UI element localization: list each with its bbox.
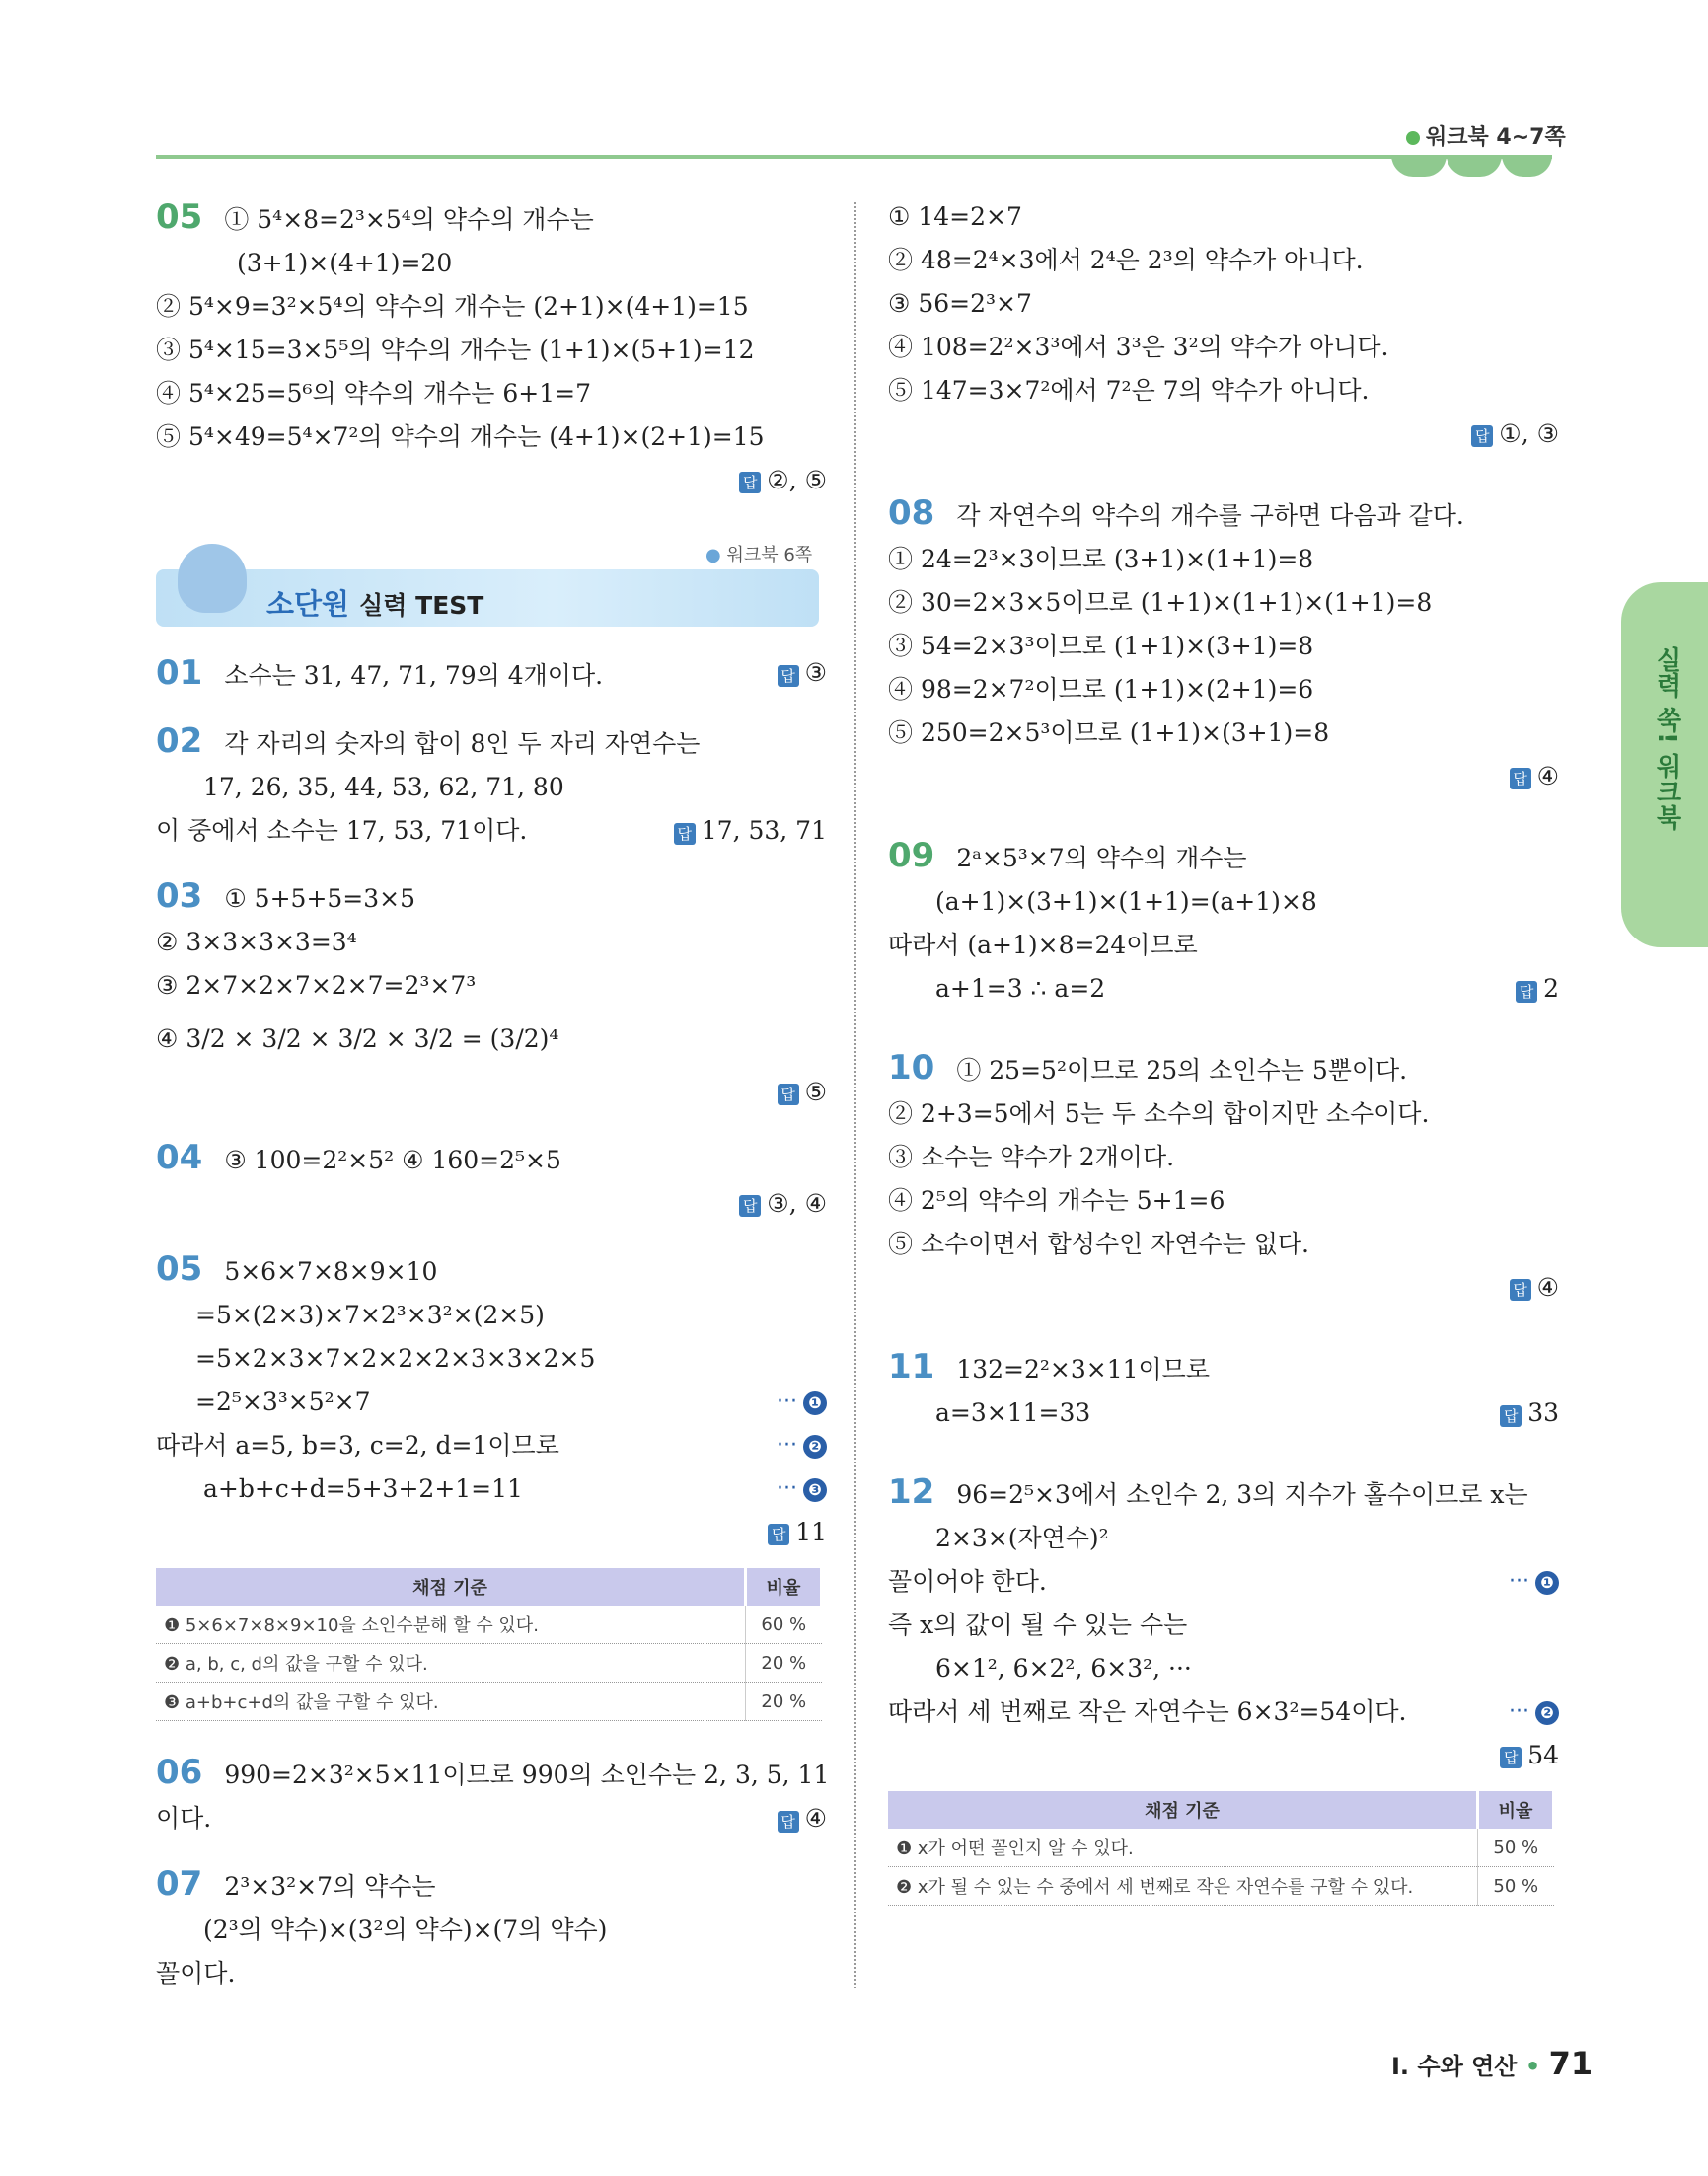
answer: 답 ①, ③ bbox=[888, 413, 1559, 456]
step-marker: ··· ❷ bbox=[777, 1424, 827, 1467]
right-column bbox=[888, 195, 1559, 1906]
grading-criteria-table: 채점 기준 비율 ❶ 5×6×7×8×9×10을 소인수분해 할 수 있다. 60 % ❷ a, b, c, d의 값을 구할 수 있다. 20 % ❸ a+b+c+d의 값을 구할 수 있다. 20 % bbox=[156, 1568, 823, 1721]
header-rule bbox=[156, 155, 1552, 159]
problem-04: 04 ③ 100=2²×5² ④ 160=2⁵×5 답 ③, ④ bbox=[156, 1136, 827, 1226]
problem-10: 10 ① 25=5²이므로 25의 소인수는 5뿐이다. ② 2+3=5에서 5는 두 소수의 합이지만 소수이다. ③ 소수는 약수가 2개이다. ④ 2⁵의 약수의 개수는 5+1=6 ⑤ 소수이면서 합성수인 자연수는 없다. 답 ④ bbox=[888, 1046, 1559, 1310]
problem-09: 09 2ᵃ×5³×7의 약수의 개수는 (a+1)×(3+1)×(1+1)=(a+1)×8 따라서 (a+1)×8=24이므로 a+1=3 ∴ a=2 답 2 bbox=[888, 834, 1559, 1011]
answer-mark-icon: 답 bbox=[768, 1524, 789, 1545]
answer-mark-icon: 답 bbox=[1510, 768, 1531, 789]
answer: 답 17, 53, 71 bbox=[674, 809, 827, 853]
problem-07: 07 2³×3²×7의 약수는 (2³의 약수)×(3²의 약수)×(7의 약수) 꼴이다. bbox=[156, 1864, 608, 1988]
table-row: ❶ 5×6×7×8×9×10을 소인수분해 할 수 있다. 60 % bbox=[156, 1606, 822, 1644]
problem-number: 05 bbox=[156, 197, 203, 237]
workbook-reference: 워크북 4~7쪽 bbox=[1406, 120, 1566, 151]
problem-07-continued: ① 14=2×7 ② 48=2⁴×3에서 2⁴은 2³의 약수가 아니다. ③ 56=2³×7 ④ 108=2²×3³에서 3³은 3²의 약수가 아니다. ⑤ 147=3×7²에서 7²은 7의 약수가 아니다. 답 ①, ③ bbox=[888, 195, 1559, 456]
answer: 답 ④ bbox=[888, 1266, 1559, 1310]
section-banner bbox=[156, 569, 819, 627]
step-marker: ··· ❶ bbox=[777, 1381, 827, 1424]
page-footer: Ⅰ. 수와 연산 • 71 bbox=[1391, 2045, 1594, 2082]
problem-12: 12 96=2⁵×3에서 소인수 2, 3의 지수가 홀수이므로 x는 2×3×(자연수)² 꼴이어야 한다. ··· ❶ 즉 x의 값이 될 수 있는 수는 6×1², 6×2², 6×3², ··· 따라서 세 번째로 작은 자연수는 6×3²=54이다. ··· ❷ 답 54 bbox=[888, 1470, 1559, 1777]
banner-title: 소단원 실력 TEST bbox=[266, 587, 484, 621]
left-column-lower bbox=[156, 651, 830, 1995]
side-tab-label: 실력 쑥! 워크북 bbox=[1652, 646, 1681, 830]
header-scallop bbox=[1502, 155, 1552, 177]
problem-05-b: 05 5×6×7×8×9×10 =5×(2×3)×7×2³×3²×(2×5) =5×2×3×7×2×2×2×3×3×2×5 =2⁵×3³×5²×7 ··· ❶ 따라서 a=5, b=3, c=2, d=1이므로 ··· ❷ a+b+c+d=5+3+2+1=11 ··· ❸ 답 11 bbox=[156, 1247, 827, 1554]
problem-06: 06 990=2×3²×5×11이므로 990의 소인수는 2, 3, 5, 11 이다. 답 ④ bbox=[156, 1751, 827, 1840]
problem-02: 02 각 자리의 숫자의 합이 8인 두 자리 자연수는 17, 26, 35, 44, 53, 62, 71, 80 이 중에서 소수는 17, 53, 71이다. 답 17, 53, 71 bbox=[156, 719, 827, 853]
answer: 답 ④ bbox=[888, 755, 1559, 798]
page-number: 71 bbox=[1548, 2045, 1594, 2082]
answer-mark-icon: 답 bbox=[739, 1195, 761, 1217]
banner-workbook-ref: ● 워크북 6쪽 bbox=[705, 545, 813, 565]
answer-mark-icon: 답 bbox=[778, 665, 799, 687]
column-divider bbox=[854, 202, 856, 1988]
header-scallop bbox=[1447, 155, 1502, 177]
problem-08: 08 각 자연수의 약수의 개수를 구하면 다음과 같다. ① 24=2³×3이므로 (3+1)×(1+1)=8 ② 30=2×3×5이므로 (1+1)×(1+1)×(1+1)=8 ③ 54=2×3³이므로 (1+1)×(3+1)=8 ④ 98=2×7²이므로 (1+1)×(2+1)=6 ⑤ 250=2×5³이므로 (1+1)×(3+1)=8 답 ④ bbox=[888, 491, 1559, 798]
answer: 답 33 bbox=[1500, 1391, 1559, 1435]
grading-criteria-table: 채점 기준 비율 ❶ x가 어떤 꼴인지 알 수 있다. 50 % ❷ x가 될 수 있는 수 중에서 세 번째로 작은 자연수를 구할 수 있다. 50 % bbox=[888, 1791, 1555, 1906]
problem-01: 01 소수는 31, 47, 71, 79의 4개이다. 답 ③ bbox=[156, 653, 827, 693]
answer-mark-icon: 답 bbox=[1510, 1279, 1531, 1301]
header-scallop bbox=[1391, 155, 1447, 177]
problem-05-a: 05 ① 5⁴×8=2³×5⁴의 약수의 개수는 (3+1)×(4+1)=20 ② 5⁴×9=3²×5⁴의 약수의 개수는 (2+1)×(4+1)=15 ③ 5⁴×15=3×5⁵의 약수의 개수는 (1+1)×(5+1)=12 ④ 5⁴×25=5⁶의 약수의 개수는 6+1=7 ⑤ 5⁴×49=5⁴×7²의 약수의 개수는 (4+1)×(2+1)=15 답 ②, ⑤ bbox=[156, 195, 827, 502]
answer-mark-icon: 답 bbox=[1471, 425, 1493, 447]
answer: 답 ⑤ bbox=[156, 1071, 827, 1114]
problem-11: 11 132=2²×3×11이므로 a=3×11=33 답 33 bbox=[888, 1345, 1559, 1435]
table-row: ❶ x가 어떤 꼴인지 알 수 있다. 50 % bbox=[888, 1829, 1554, 1867]
problem-03: 03 ① 5+5+5=3×5 ② 3×3×3×3=3⁴ ③ 2×7×2×7×2×7=2³×7³ ④ 3/2 × 3/2 × 3/2 × 3/2 = (3/2)⁴ 답 ⑤ bbox=[156, 874, 827, 1114]
left-column bbox=[156, 195, 827, 502]
step-marker: ··· ❸ bbox=[777, 1467, 827, 1511]
table-row: ❷ a, b, c, d의 값을 구할 수 있다. 20 % bbox=[156, 1644, 822, 1683]
answer-mark-icon: 답 bbox=[1500, 1405, 1522, 1427]
answer: 답 ③ bbox=[778, 651, 827, 695]
answer: 답 ③, ④ bbox=[156, 1182, 827, 1226]
answer: 답 11 bbox=[156, 1511, 827, 1554]
answer: 답 ④ bbox=[778, 1797, 827, 1840]
step-marker: ··· ❷ bbox=[1509, 1690, 1559, 1734]
octopus-mascot-icon bbox=[178, 544, 247, 613]
answer: 답 ②, ⑤ bbox=[156, 459, 827, 502]
answer: 답 54 bbox=[888, 1734, 1559, 1777]
answer-mark-icon: 답 bbox=[778, 1084, 799, 1105]
answer-mark-icon: 답 bbox=[1516, 981, 1537, 1003]
answer-mark-icon: 답 bbox=[674, 823, 696, 845]
table-row: ❸ a+b+c+d의 값을 구할 수 있다. 20 % bbox=[156, 1683, 822, 1721]
answer: 답 2 bbox=[1516, 967, 1559, 1011]
step-marker: ··· ❶ bbox=[1509, 1560, 1559, 1604]
answer-mark-icon: 답 bbox=[739, 472, 761, 493]
answer-mark-icon: 답 bbox=[1500, 1747, 1522, 1768]
green-dot-icon bbox=[1406, 131, 1420, 145]
table-row: ❷ x가 될 수 있는 수 중에서 세 번째로 작은 자연수를 구할 수 있다. 50 % bbox=[888, 1867, 1554, 1906]
answer-mark-icon: 답 bbox=[778, 1811, 799, 1833]
